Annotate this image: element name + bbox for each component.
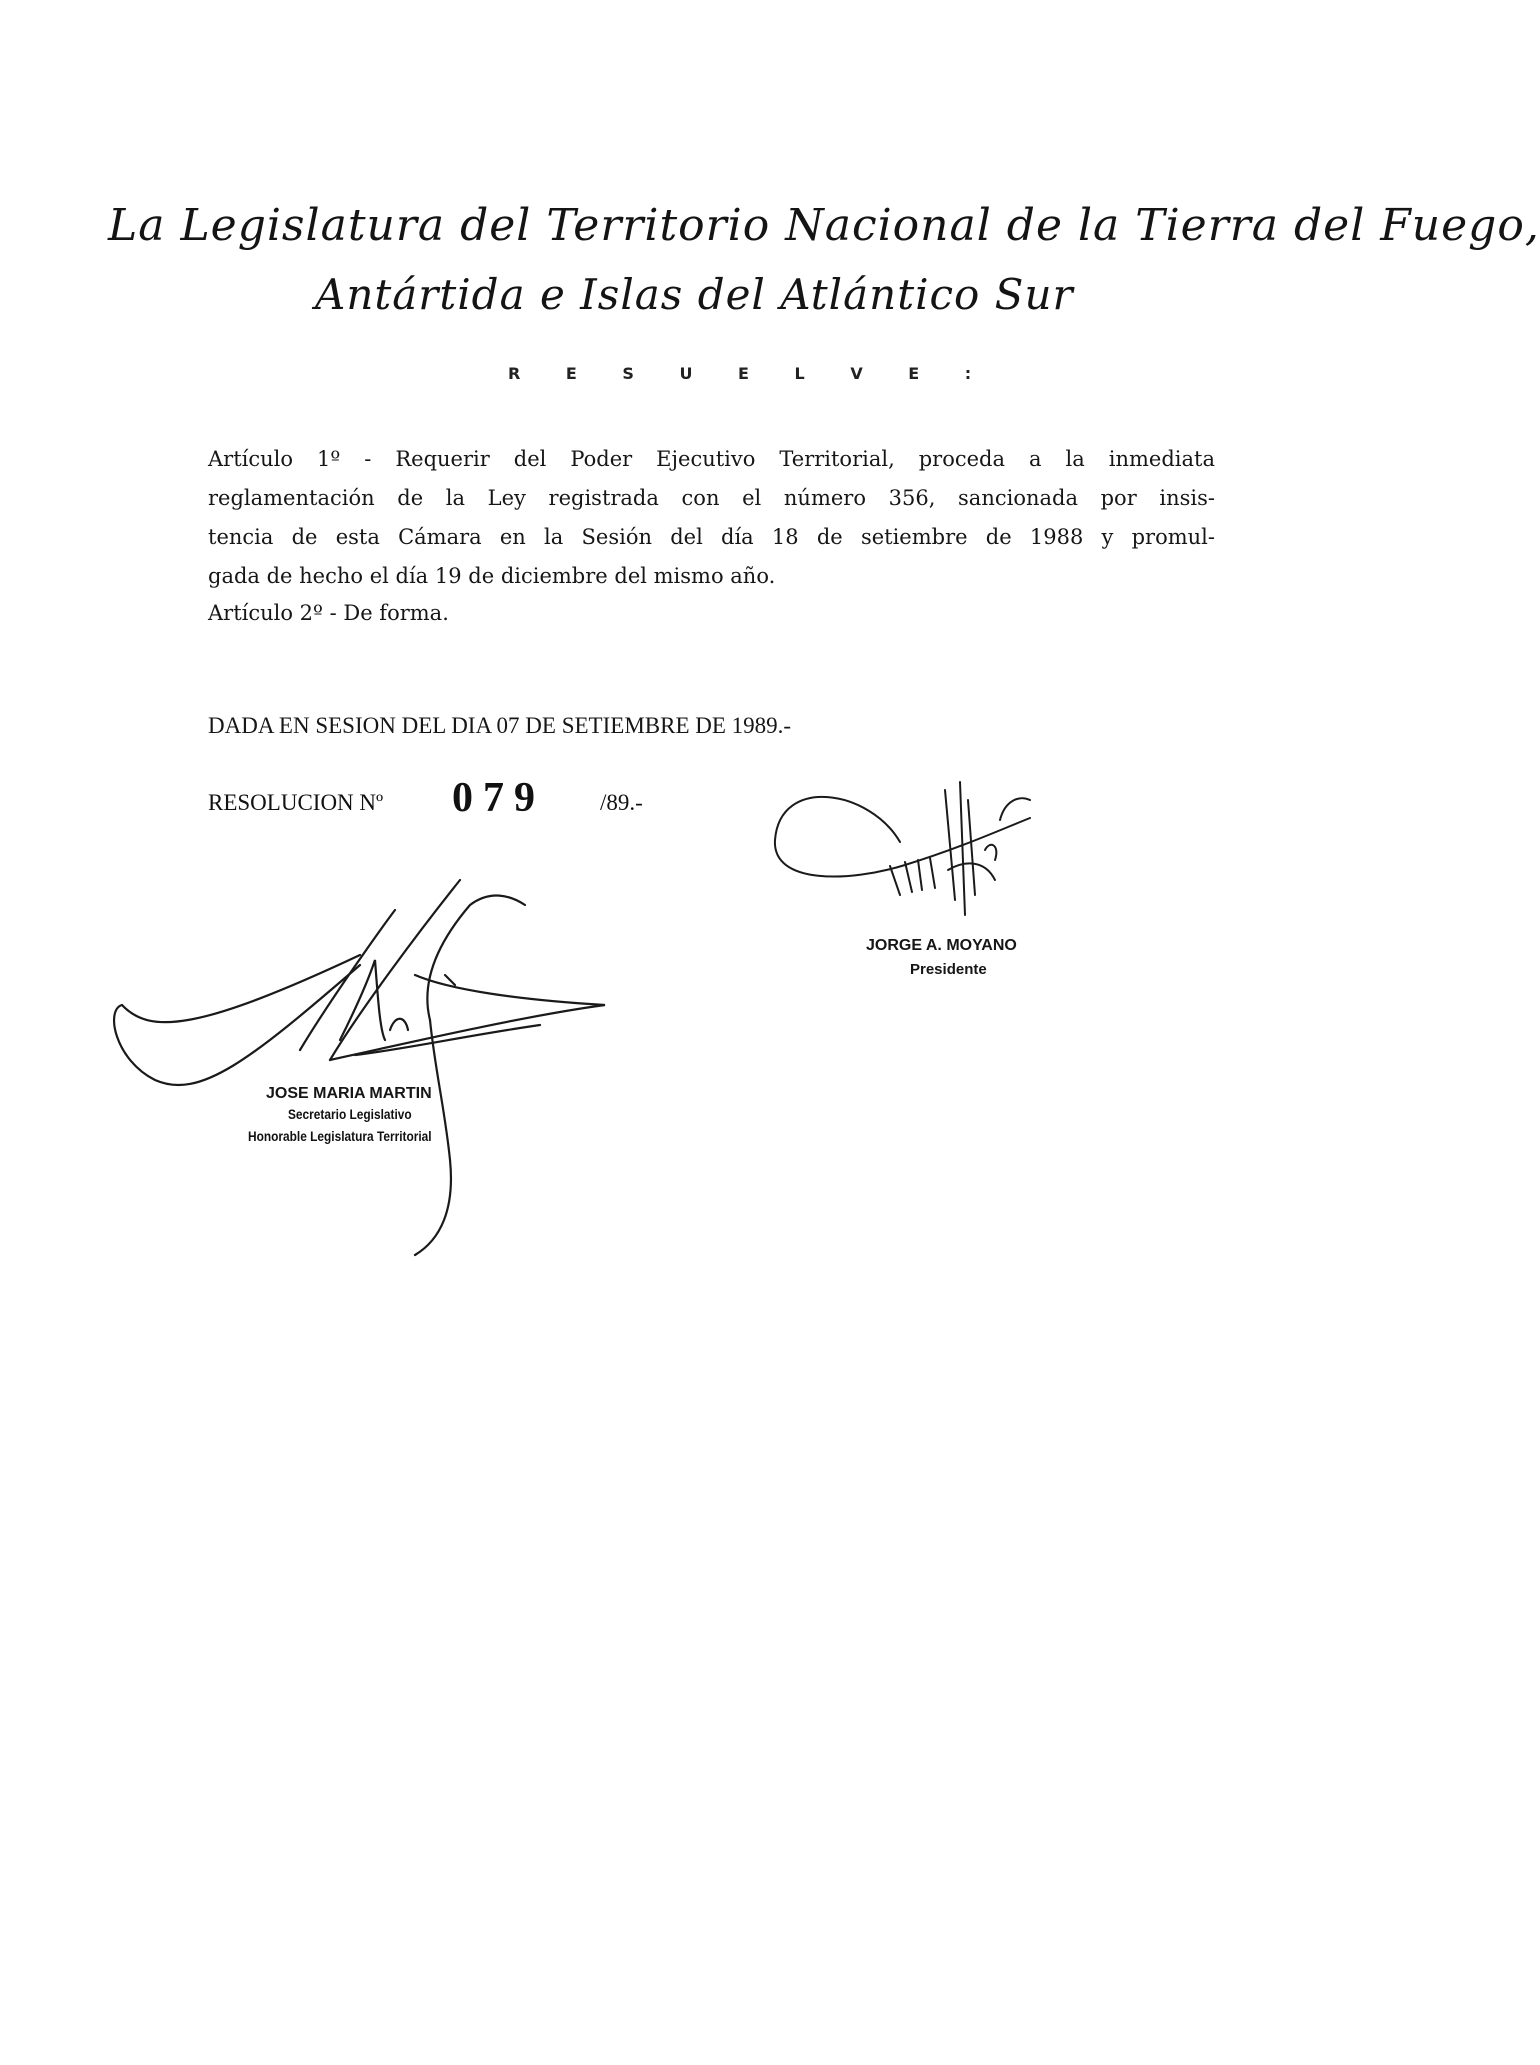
article-1-line: reglamentación de la Ley registrada con el número 356, sancionada por insis-: [208, 486, 1215, 510]
heading-institution-line2: Antártida e Islas del Atlántico Sur: [315, 270, 1074, 319]
resuelve-title: R E S U E L V E :: [508, 364, 992, 383]
secretary-name: JOSE MARIA MARTIN: [266, 1085, 432, 1102]
article-1-line: gada de hecho el día 19 de diciembre del mismo año.: [208, 564, 776, 588]
secretary-title: Secretario Legislativo: [288, 1106, 412, 1122]
resolution-year: /89.-: [600, 790, 643, 815]
secretary-organization: Honorable Legislatura Territorial: [248, 1128, 432, 1144]
president-title: Presidente: [910, 961, 987, 978]
article-2: Artículo 2º - De forma.: [208, 601, 449, 625]
article-1-line: tencia de esta Cámara en la Sesión del día 18 de setiembre de 1988 y promul-: [208, 525, 1215, 549]
president-name: JORGE A. MOYANO: [866, 937, 1017, 954]
article-1-line: Artículo 1º - Requerir del Poder Ejecutivo Territorial, proceda a la inmediata: [208, 447, 1215, 471]
session-date-line: DADA EN SESION DEL DIA 07 DE SETIEMBRE DE 1989.-: [208, 713, 792, 738]
resolution-label: RESOLUCION Nº: [208, 790, 384, 815]
resolution-number-stamp: 079: [452, 775, 545, 821]
heading-institution-line1: La Legislatura del Territorio Nacional de la Tierra del Fuego,: [108, 200, 1540, 251]
